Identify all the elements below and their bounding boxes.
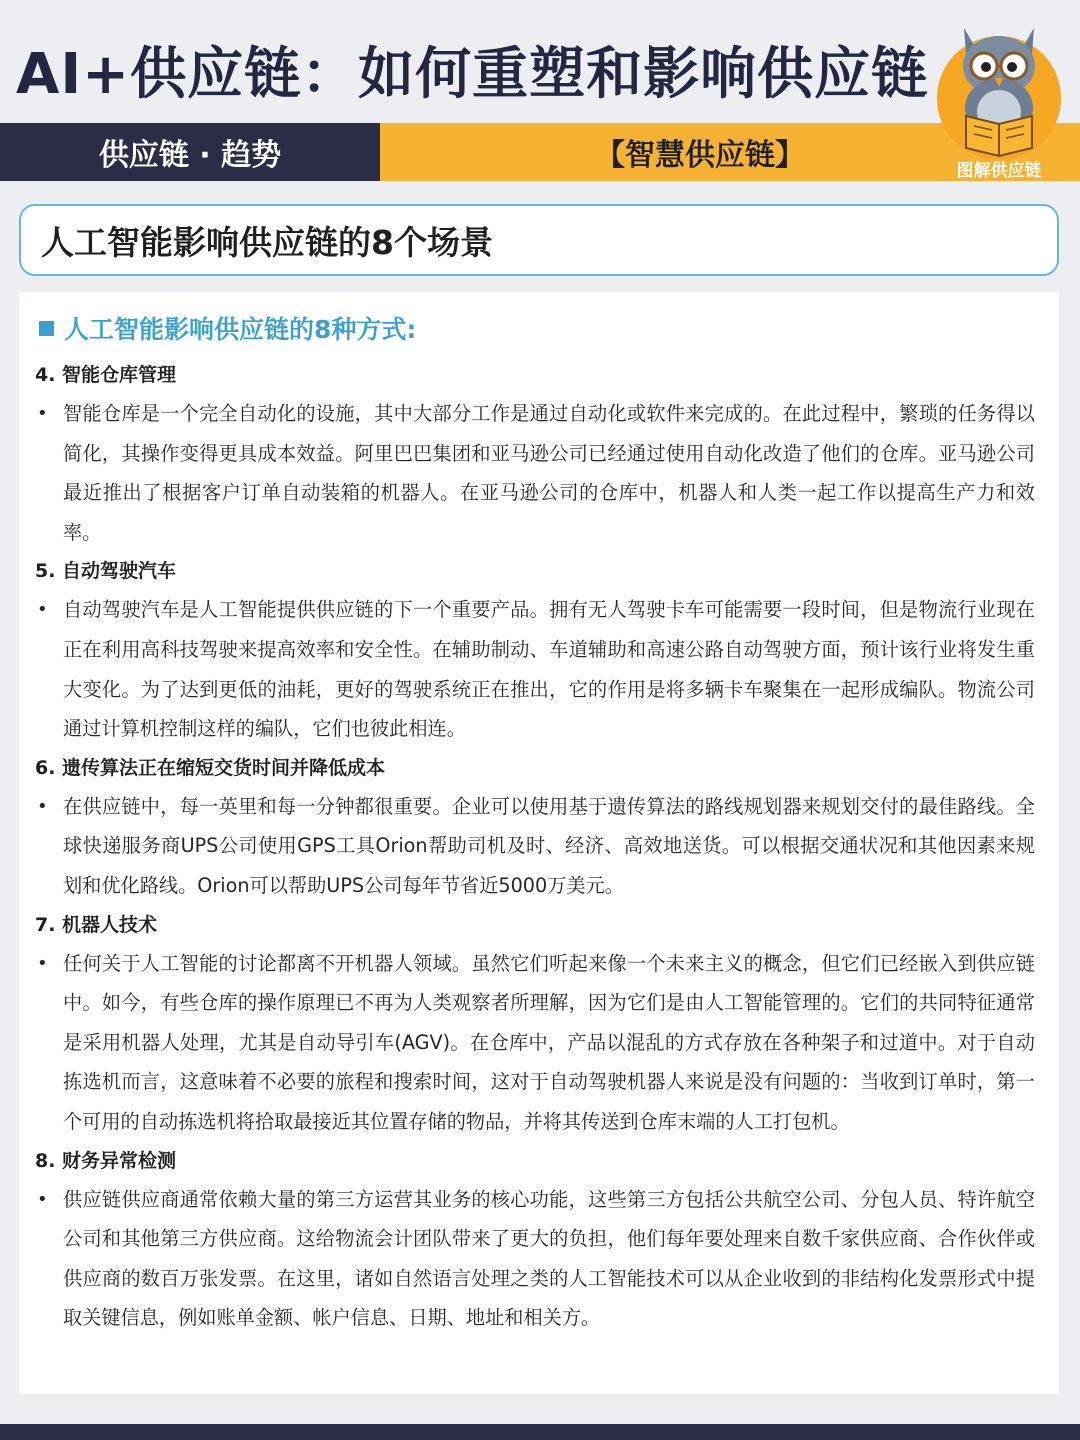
band-right-label: 【智慧供应链】 <box>380 123 1080 181</box>
item-title: 8. 财务异常检测 <box>35 1149 177 1172</box>
logo-text: 图解供应链 <box>956 161 1042 181</box>
item-body: • 在供应链中，每一英里和每一分钟都很重要。企业可以使用基于遗传算法的路线规划器来规划交付的最佳路线。全球快递服务商UPS公司使用GPS工具Orion帮助司机及时、经济、高效地送货。可以根据交通状况和其他因素来规划和优化路线。Orion可以帮助UPS公司每年节省近5000万美元。 <box>35 787 1035 906</box>
bullet-icon: • <box>37 599 48 621</box>
item-body: • 任何关于人工智能的讨论都离不开机器人领域。虽然它们听起来像一个未来主义的概念，但它们已经嵌入到供应链中。如今，有些仓库的操作原理已不再为人类观察者所理解，因为它们是由人工智能管理的。它们的共同特征通常是采用机器人处理，尤其是自动导引车(AGV)。在仓库中，产品以混乱的方式存放在各种架子和过道中。对于自动拣选机而言，这意味着不必要的旅程和搜索时间，这对于自动驾驶机器人来说是没有问题的：当收到订单时，第一个可用的自动拣选机将拾取最接近其位置存储的物品，并将其传送到仓库末端的人工打包机。 <box>35 944 1035 1142</box>
card-heading <box>35 310 1035 346</box>
content-card <box>19 292 1059 1394</box>
list-item <box>35 1142 1035 1338</box>
category-band <box>0 123 1080 181</box>
item-title: 6. 遗传算法正在缩短交货时间并降低成本 <box>35 756 386 779</box>
bullet-icon: • <box>37 795 48 817</box>
item-title: 4. 智能仓库管理 <box>35 364 177 386</box>
bullet-icon: • <box>37 1188 48 1210</box>
section-title-box <box>19 204 1059 276</box>
item-body: • 供应链供应商通常依赖大量的第三方运营其业务的核心功能，这些第三方包括公共航空公司、分包人员、特许航空公司和其他第三方供应商。这给物流会计团队带来了更大的负担，他们每年要处理来自数千家供应商、合作伙伴或供应商的数百万张发票。在这里，诸如自然语言处理之类的人工智能技术可以从企业收到的非结构化发票形式中提取关键信息，例如账单金额、帐户信息、日期、地址和相关方。 <box>35 1180 1035 1338</box>
item-body: • 智能仓库是一个完全自动化的设施，其中大部分工作是通过自动化或软件来完成的。在此过程中，繁琐的任务得以简化，其操作变得更具成本效益。阿里巴巴集团和亚马逊公司已经通过使用自动化改造了他们的仓库。亚马逊公司最近推出了根据客户订单自动装箱的机器人。在亚马逊公司的仓库中，机器人和人类一起工作以提高生产力和效率。 <box>35 394 1035 552</box>
item-body: • 自动驾驶汽车是人工智能提供供应链的下一个重要产品。拥有无人驾驶卡车可能需要一段时间，但是物流行业现在正在利用高科技驾驶来提高效率和安全性。在辅助制动、车道辅助和高速公路自动驾驶方面，预计该行业将发生重大变化。为了达到更低的油耗，更好的驾驶系统正在推出，它的作用是将多辆卡车聚集在一起形成编队。物流公司通过计算机控制这样的编队，它们也彼此相连。 <box>35 590 1035 748</box>
footer-bar <box>0 1424 1080 1440</box>
item-title: 7. 机器人技术 <box>35 913 158 936</box>
owl-book-icon <box>936 8 1062 178</box>
owl-logo <box>936 8 1062 181</box>
square-bullet-icon <box>39 321 54 336</box>
page-title: AI+供应链：如何重塑和影响供应链 <box>16 42 929 107</box>
item-title: 5. 自动驾驶汽车 <box>35 560 177 583</box>
section-title: 人工智能影响供应链的8个场景 <box>41 222 493 262</box>
band-left-label: 供应链 · 趋势 <box>0 123 380 181</box>
list-item <box>35 552 1035 748</box>
list-item <box>35 356 1035 552</box>
list-item <box>35 906 1035 1142</box>
bullet-icon: • <box>37 403 48 424</box>
bullet-icon: • <box>37 952 48 974</box>
list-item <box>35 749 1035 906</box>
card-heading-text: 人工智能影响供应链的8种方式: <box>64 315 417 344</box>
